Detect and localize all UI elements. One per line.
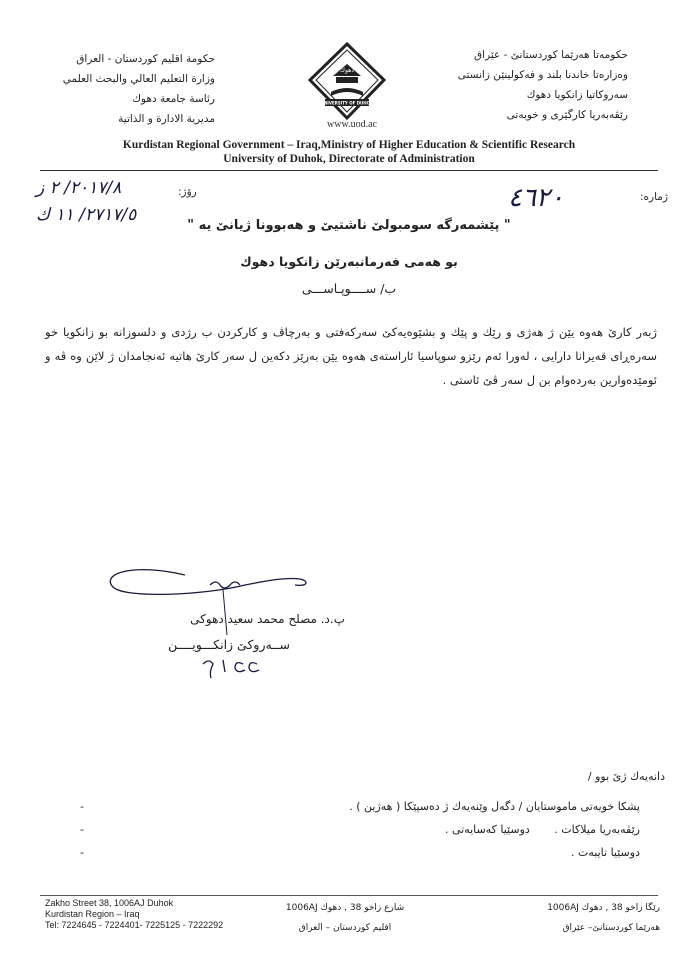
subject-line: ب/ ســــوپـاســـی [301, 281, 397, 296]
university-logo [307, 42, 387, 120]
footer-kurdish-line: رێگا زاخو 38 , دهوك 1006AJ [547, 903, 660, 913]
cc-heading: دانەیەك ژێ بوو / [587, 770, 665, 783]
cc-list [80, 795, 640, 864]
header-divider [40, 170, 658, 171]
reference-number-label: ژمارە: [639, 191, 668, 203]
footer-arabic [230, 898, 460, 938]
arabic-header-block [35, 49, 215, 129]
arabic-header-line: مديرية الادارة و الذاتية [118, 113, 215, 125]
signatory-title: ســەروكێ زانكـــویــــن [168, 637, 290, 652]
cc-dash: - [80, 823, 84, 836]
footer-arabic-line: شارع زاخو 38 , دهوك 1006AJ [285, 903, 405, 913]
handwritten-signature [95, 555, 325, 645]
cc-text: رێڤەبەریا میلاكات . دوسێیا كەسایەتی . [444, 823, 640, 836]
arabic-header-line: وزارة التعليم العالي والبحث العلمي [62, 73, 215, 85]
cc-item [80, 841, 640, 864]
date-kurdish: ٢٧١٧/٥/ ١١ ك [36, 205, 137, 225]
footer-kurdish-line: هەرێما كوردستانێ– عێراق [562, 923, 660, 933]
cc-item [80, 818, 640, 841]
date-label: رۆژ: [178, 186, 197, 198]
logo-caption: UNIVERSITY OF DUHOK [320, 100, 374, 106]
slogan: " پێشمەرگە سومبولێ ناشتیێ و هەبوونا ژیانێ یە " [187, 218, 511, 233]
kurdish-header-line: رێڤەبەریا كارگێری و خوبەتی [506, 109, 628, 121]
english-header-line1: Kurdistan Regional Government – Iraq,Ministry of Higher Education & Scientific Research [122, 139, 576, 151]
signatory-name: پ.د. مصلح محمد سعيد دهوكی [190, 612, 345, 626]
recipient-line: بو هەمی فەرمانبەرێن زانكویا دهوك [240, 254, 458, 269]
website-text: www.uod.ac [327, 119, 377, 130]
kurdish-header-line: حكومەتا هەرێما كوردستانێ - عێراق [474, 49, 628, 61]
reference-number-value: ٤٦٢٠ [508, 183, 564, 213]
arabic-header-line: حكومة اقليم كوردستان - العراق [76, 53, 215, 65]
footer-english [45, 898, 223, 931]
date-gregorian: ٢٠١٧/٨/ ٢ ز [36, 178, 122, 198]
footer-english-line: Zakho Street 38, 1006AJ Duhok [45, 898, 174, 908]
footer-divider [40, 895, 658, 896]
cc-item [80, 795, 640, 818]
letter-body: ژبەر كارێ هەوە یێن ژ هەژی و رێك و پێك و بشێوەیەكێ سەركەفتی و بەرچاڤ و كاركردن ب رژدی و دلسوزانە بو زانكویا خو سەرەڕای قەیرانا دارایی ، لەورا ئەم رێزو سوپاسیا ئاراستەی هەوە یێن بەرێز دكەین ل سەر كارێ هاتیە ئەنجامدان ژ لاێن وە ڤە و ئومێدەوارین بەردەوام بن ل سەر ڤێ ئاستی . [45, 325, 657, 387]
handwritten-initials [195, 652, 265, 682]
cc-dash: - [80, 800, 84, 813]
arabic-header-line: رئاسة جامعة دهوك [132, 93, 215, 105]
english-header-line2: University of Duhok, Directorate of Administration [223, 153, 475, 165]
kurdish-header-line: وەزارەتا خاندنا بلند و فەكولینێن زانستی [457, 69, 628, 81]
kurdish-header-line: سەروكاتیا زانكویا دهوك [526, 89, 628, 101]
cc-text: پشكا خویەتی ماموستایان / دگەل وێنەیەك ژ دەسپێكا ( هەژین ) . [349, 800, 640, 813]
footer-english-line: Tel: 7224645 - 7224401- 7225125 - 7222292 [45, 920, 224, 930]
footer-kurdish [480, 898, 660, 938]
logo-top-text: دهوك [340, 67, 354, 74]
kurdish-header-block [398, 45, 628, 125]
footer-arabic-line: اقليم كوردستان – العراق [298, 923, 392, 933]
footer-english-line: Kurdistan Region – Iraq [45, 909, 140, 919]
cc-text: دوسێیا تایبەت . [571, 846, 640, 859]
cc-dash: - [80, 846, 84, 859]
